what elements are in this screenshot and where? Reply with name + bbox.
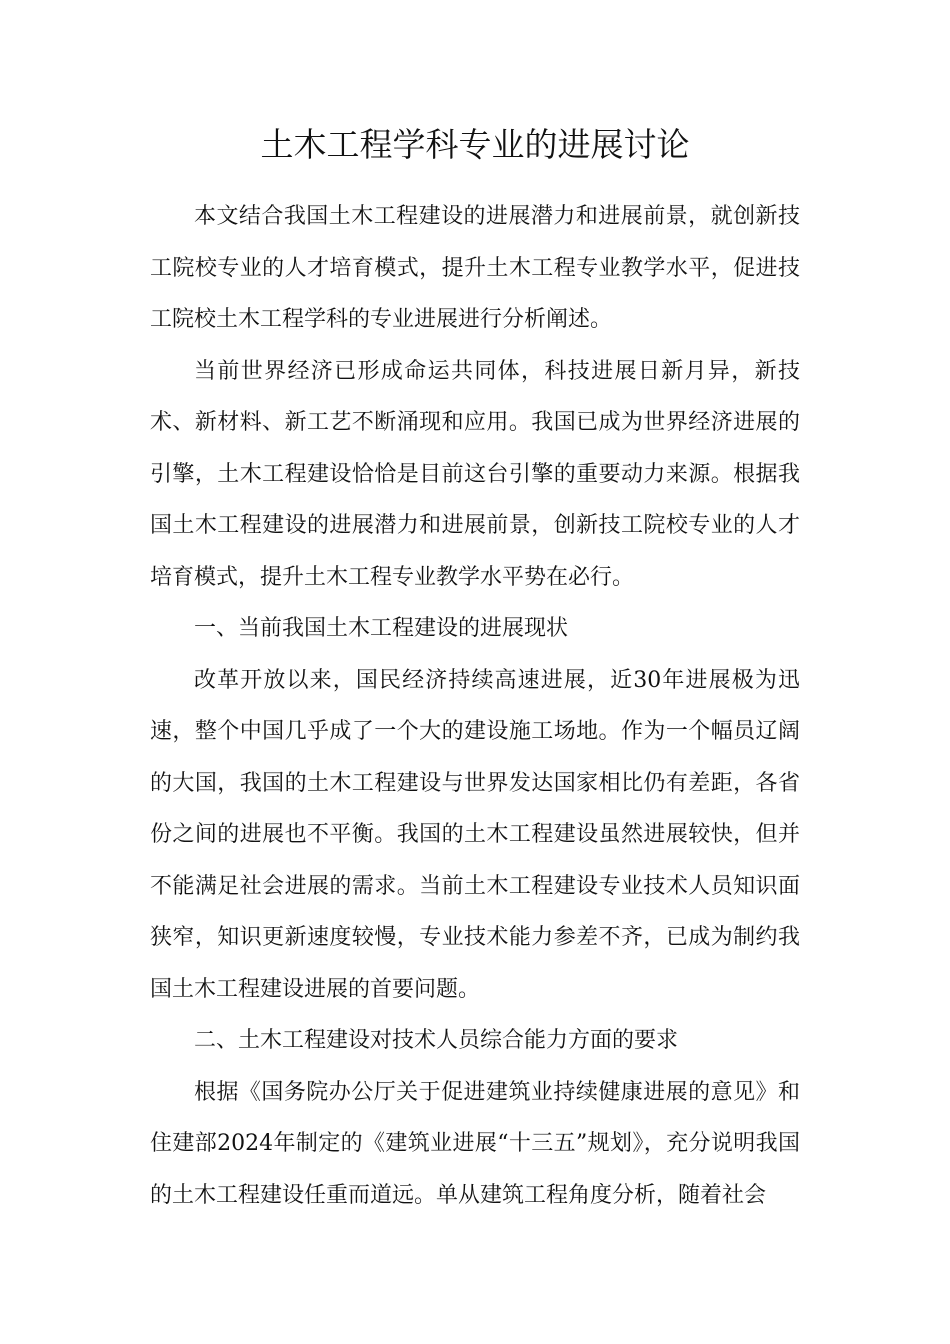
document-title: 土木工程学科专业的进展讨论 (260, 125, 690, 164)
paragraph-current-status: 改革开放以来，国民经济持续高速进展，近30年进展极为迅速，整个中国几乎成了一个大的建设施工场地。作为一个幅员辽阔的大国，我国的土木工程建设与世界发达国家相比仍有差距，各省份之间的进展也不平衡。我国的土木工程建设虽然进展较快，但并不能满足社会进展的需求。当前土木工程建设专业技术人员知识面狭窄，知识更新速度较慢，专业技术能力参差不齐，已成为制约我国土木工程建设进展的首要问题。 (150, 667, 800, 1002)
paragraph-intro: 本文结合我国土木工程建设的进展潜力和进展前景，就创新技工院校专业的人才培育模式，提升土木工程专业教学水平，促进技工院校土木工程学科的专业进展进行分析阐述。 (150, 204, 800, 332)
paragraph-requirements: 根据《国务院办公厅关于促进建筑业持续健康进展的意见》和住建部2024年制定的《建筑业进展“十三五”规划》，充分说明我国的土木工程建设任重而道远。单从建筑工程角度分析，随着社会 (150, 1079, 800, 1208)
section-heading-1: 一、当前我国土木工程建设的进展现状 (194, 616, 569, 641)
document-body (150, 191, 800, 1221)
section-heading-2: 二、土木工程建设对技术人员综合能力方面的要求 (194, 1028, 679, 1053)
paragraph-background: 当前世界经济已形成命运共同体，科技进展日新月异，新技术、新材料、新工艺不断涌现和应用。我国已成为世界经济进展的引擎，土木工程建设恰恰是目前这台引擎的重要动力来源。根据我国土木工程建设的进展潜力和进展前景，创新技工院校专业的人才培育模式，提升土木工程专业教学水平势在必行。 (150, 358, 800, 590)
